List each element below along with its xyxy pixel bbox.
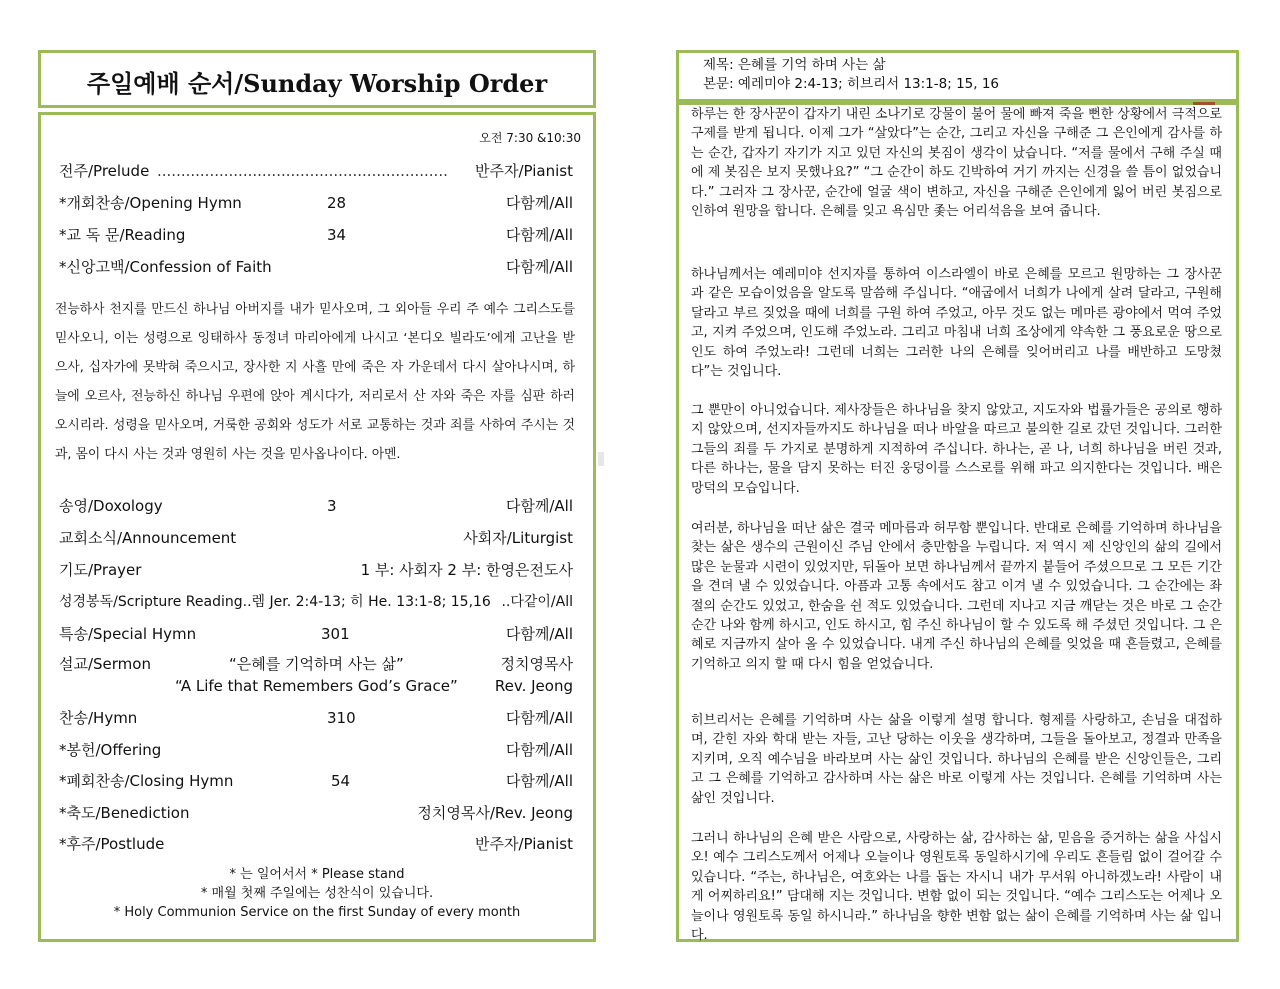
order-row-special-hymn <box>59 624 573 644</box>
order-label: *후주/Postlude <box>59 835 165 853</box>
order-label: 기도/Prayer <box>59 561 142 579</box>
sermon-paragraph-6: 그러니 하나님의 은혜 받은 사람으로, 사랑하는 삶, 감사하는 삶, 믿음을 증거하는 삶을 사십시오! 예수 그리스도께서 어제나 오늘이나 영원토록 동일하시기에 우리도 흔들림 없이 걸어갈 수 있습니다. “주는, 하나님은, 여호와는 나를 돕는 자시니 내가 무서워 아니하겠노라! 사람이 내게 어찌하리요!” 담대해 지는 것입니다. 변함 없이 되는 것입니다. “예수 그리스도는 어제나 오늘이나 영원토록 동일 하시니라.” 하나님을 향한 변함 없는 삶이 은혜를 기억하며 사는 삶 입니다. <box>691 831 1222 944</box>
order-label: 설교/Sermon <box>59 655 151 673</box>
order-row-benediction <box>59 803 573 823</box>
order-number: 54 <box>331 772 351 790</box>
order-leader: 정치영목사 <box>500 655 573 673</box>
worship-order-box <box>38 112 596 942</box>
sermon-title-line: 제목: 은혜를 기억 하며 사는 삶 <box>703 57 886 73</box>
notes <box>41 865 593 922</box>
order-leader: 다함께/All <box>505 258 573 276</box>
order-number: 301 <box>321 625 350 643</box>
order-row-announcement <box>59 528 573 548</box>
sermon-paragraph-5: 히브리서는 은혜를 기억하며 사는 삶을 이렇게 설명 합니다. 형제를 사랑하고, 손님을 대접하며, 갇힌 자와 학대 받는 자들, 고난 당하는 이웃을 생각하며, 그들을 돌아보고, 정결과 만족을 지키며, 오직 예수님을 바라보며 사는 삶인 것입니다. 하나님의 은혜를 받은 신앙인들은, 그리고 그 은혜를 기억하고 감사하며 사는 삶은 바로 이렇게 사는 것입니다. 은혜를 기억하며 사는 삶인 것입니다. <box>691 713 1222 806</box>
order-label: 특송/Special Hymn <box>59 625 197 643</box>
order-leader: 다함께/All <box>505 226 573 244</box>
note-stand: * 는 일어서서 * Please stand <box>229 867 405 882</box>
order-leader: ..다같이/All <box>501 594 573 610</box>
order-number: 310 <box>327 709 356 727</box>
order-label: *교 독 문/Reading <box>59 226 186 244</box>
service-time: 오전 7:30 &10:30 <box>479 131 581 145</box>
title-box <box>38 50 596 108</box>
order-row-opening-hymn <box>59 193 573 213</box>
sermon-title-en: “A Life that Remembers God’s Grace” <box>175 677 458 695</box>
order-number: 3 <box>327 497 337 515</box>
order-row-closing-hymn <box>59 771 573 791</box>
order-number: 34 <box>327 226 347 244</box>
order-label: *개회찬송/Opening Hymn <box>59 194 242 212</box>
sermon-paragraph-1: 하루는 한 장사꾼이 갑자기 내린 소나기로 강물이 불어 물에 빠져 죽을 뻔한 상황에서 극적으로 구제를 받게 됩니다. 이제 그가 “살았다”는 순간, 그리고 자신을 구해준 그 은인에게 감사를 하는 순간, 갑자기 자기가 지고 있던 자신의 봇짐이 생각이 났습니다. “저를 물에서 구해 주실 때에 제 봇짐은 보지 못했나요?” “그 순간이 하도 긴박하여 거기 까지는 신경을 쓸 틈이 없었습니다.” 그러자 그 장사꾼, 순간에 얼굴 색이 변하고, 자신을 구해준 은인에게 잃어 버린 봇짐으로 인하여 원망을 합니다. 은혜를 잊고 욕심만 좇는 어리석음을 보여 줍니다. <box>691 107 1222 220</box>
order-label: 교회소식/Announcement <box>59 529 237 547</box>
order-row-hymn <box>59 708 573 728</box>
order-row-scripture <box>59 592 573 612</box>
order-label: *축도/Benediction <box>59 804 190 822</box>
sermon-paragraph-3: 그 뿐만이 아니었습니다. 제사장들은 하나님을 찾지 않았고, 지도자와 법률가들은 공의로 행하지 않았으며, 선지자들까지도 하나님을 떠나 바알을 따르고 불의한 길로 갔던 것입니다. 그러한 그들의 죄를 두 가지로 분명하게 지적하여 주십니다. 하나는, 곧 나, 너희 하나님을 버린 것과, 다른 하나는, 물을 담지 못하는 터진 웅덩이를 스스로를 위해 파고 의지한다는 것입니다. 배은망덕의 모습입니다. <box>691 403 1222 496</box>
order-leader: 반주자/Pianist <box>475 162 573 180</box>
sermon-title-ko: “은혜를 기억하며 사는 삶” <box>229 655 404 673</box>
order-label: 송영/Doxology <box>59 497 163 515</box>
order-row-prelude <box>59 161 573 181</box>
order-row-sermon <box>59 654 573 674</box>
order-row-reading <box>59 225 573 245</box>
sermon-body-box <box>676 102 1239 942</box>
order-leader: 반주자/Pianist <box>475 835 573 853</box>
order-row-doxology <box>59 496 573 516</box>
sermon-paragraph-4: 여러분, 하나님을 떠난 삶은 결국 메마름과 허무함 뿐입니다. 반대로 은혜를 기억하며 하나님을 찾는 삶은 생수의 근원이신 주님 안에서 충만함을 누립니다. 저 역시 제 신앙인의 삶의 길에서 많은 눈물과 시련이 있었지만, 뒤돌아 보면 하나님께서 끝까지 붙들어 주셨으므로 그 모든 기간을 견뎌 낼 수 있었습니다. 아픔과 고통 속에서도 참고 이겨 낼 수 있었습니다. 그 순간에는 좌절의 순간도 있었고, 한숨을 쉰 적도 있었습니다. 그런데 지나고 지금 깨닫는 것은 바로 그 순간 순간 나와 함께 하시고, 인도 하시고, 힘 주신 하나님이 할 수 있도록 해 주셨던 것입니다. 그 은혜로 지금까지 살아 올 수 있었습니다. 내게 주신 하나님의 은혜를 잊었을 때 흔들렸고, 은혜를 기억하고 의지 할 때 다시 힘을 얻었습니다. <box>691 521 1222 672</box>
order-label: 성경봉독/Scripture Reading..렘 Jer. 2:4-13; 히 He. 13:1-8; 15,16 <box>59 594 491 610</box>
order-leader: 다함께/All <box>505 194 573 212</box>
order-leader: Rev. Jeong <box>494 677 573 695</box>
note-communion-ko: * 매월 첫째 주일에는 성찬식이 있습니다. <box>200 886 434 901</box>
apostles-creed: 전능하사 천지를 만드신 하나님 아버지를 내가 믿사오며, 그 외아들 우리 주 예수 그리스도를 믿사오니, 이는 성령으로 잉태하사 동정녀 마리아에게 나시고 ‘본디오 빌라도’에게 고난을 받으사, 십자가에 못박혀 죽으시고, 장사한 지 사흘 만에 죽은 자 가운데서 다시 살아나시며, 하늘에 오르사, 전능하신 하나님 우편에 앉아 계시다가, 저리로서 산 자와 죽은 자를 심판 하러 오시리라. 성령을 믿사오며, 거룩한 공회와 성도가 서로 교통하는 것과 죄를 사하여 주시는 것과, 몸이 다시 사는 것과 영원히 사는 것을 믿사옵나이다. 아멘. <box>55 302 575 462</box>
order-label: 전주/Prelude <box>59 162 150 180</box>
order-leader: 다함께/All <box>505 772 573 790</box>
page-fold-mark <box>598 452 604 466</box>
accent-mark <box>1193 102 1215 105</box>
order-leader: 다함께/All <box>505 625 573 643</box>
order-label: *봉헌/Offering <box>59 741 162 759</box>
order-row-postlude <box>59 834 573 854</box>
order-row-offering <box>59 740 573 760</box>
order-leader: 다함께/All <box>505 497 573 515</box>
sermon-text-line: 본문: 예레미야 2:4-13; 히브리서 13:1-8; 15, 16 <box>703 76 1000 92</box>
order-label: *폐회찬송/Closing Hymn <box>59 772 234 790</box>
sermon-header-box <box>676 50 1239 102</box>
order-label: 찬송/Hymn <box>59 709 138 727</box>
order-leader: 정치영목사/Rev. Jeong <box>417 804 573 822</box>
page-title: 주일예배 순서/Sunday Worship Order <box>86 69 548 98</box>
note-communion-en: * Holy Communion Service on the first Sunday of every month <box>113 905 521 920</box>
order-row-sermon-en <box>59 676 573 696</box>
order-row-confession <box>59 257 573 277</box>
order-leader: 1 부: 사회자 2 부: 한영은전도사 <box>360 561 573 579</box>
leader-dots: ............................................................. <box>157 162 448 180</box>
order-leader: 사회자/Liturgist <box>463 529 573 547</box>
order-leader: 다함께/All <box>505 709 573 727</box>
sermon-paragraph-2: 하나님께서는 예레미야 선지자를 통하여 이스라엘이 바로 은혜를 모르고 원망하는 그 장사꾼과 같은 모습이었음을 알도록 말씀해 주십니다. “애굽에서 너희가 나에게 살려 달라고, 구원해 달라고 부르 짖었을 때에 너희를 구원 하여 주었고, 아무 것도 없는 메마른 광야에서 먹여 주었고, 지켜 주었으며, 인도해 주었노라. 그리고 마침내 너희 조상에게 약속한 그 풍요로운 땅으로 인도 하여 주었노라! 그런데 너희는 그러한 나의 은혜를 잊어버리고 나를 배반하고 도망쳤다”는 것입니다. <box>691 267 1222 380</box>
order-number: 28 <box>327 194 347 212</box>
order-leader: 다함께/All <box>505 741 573 759</box>
order-label: *신앙고백/Confession of Faith <box>59 258 272 276</box>
order-row-prayer <box>59 560 573 580</box>
